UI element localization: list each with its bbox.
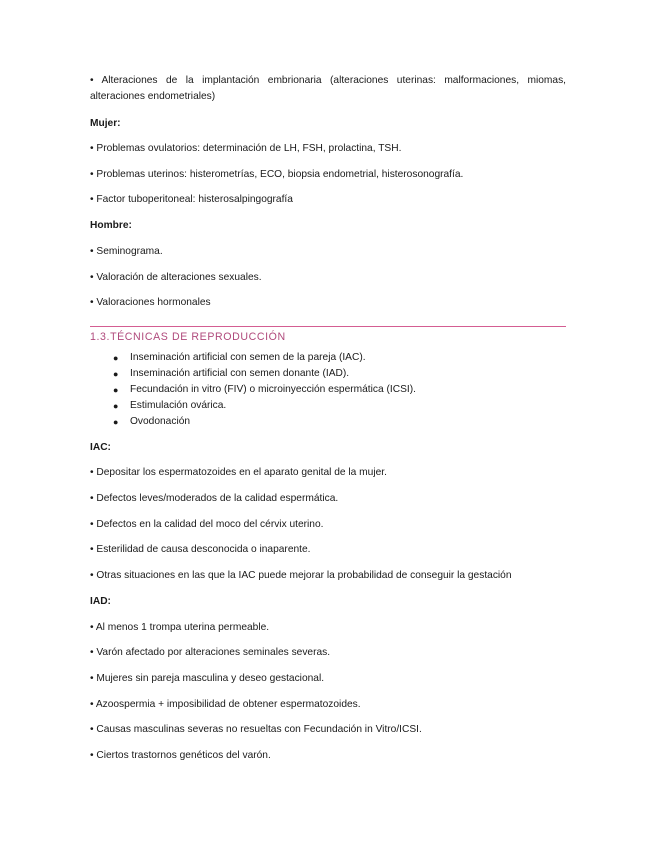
iac-item-4: • Esterilidad de causa desconocida o inaparente.: [90, 544, 311, 555]
bullet-icon: ●: [113, 353, 119, 363]
list-item: ● Ovodonación: [113, 414, 563, 430]
hombre-item-2: • Valoración de alteraciones sexuales.: [90, 272, 262, 283]
iad-item-3: • Mujeres sin pareja masculina y deseo gestacional.: [90, 673, 325, 684]
iad-item-4: • Azoospermia + imposibilidad de obtener espermatozoides.: [90, 699, 361, 710]
mujer-item-2: • Problemas uterinos: histerometrías, ECO, biopsia endometrial, histerosonografía.: [90, 169, 464, 180]
paragraph-implantacion: • Alteraciones de la implantación embrionaria (alteraciones uterinas: malformaciones, miomas, alteraciones endometriales): [90, 75, 566, 102]
heading-mujer: Mujer:: [90, 118, 121, 129]
bullet-icon: ●: [113, 401, 119, 411]
mujer-item-1: • Problemas ovulatorios: determinación de LH, FSH, prolactina, TSH.: [90, 143, 402, 154]
iad-item-1: • Al menos 1 trompa uterina permeable.: [90, 622, 270, 633]
tecnicas-list: [113, 350, 563, 430]
mujer-item-3: • Factor tuboperitoneal: histerosalpingografía: [90, 194, 293, 205]
list-item: ● Inseminación artificial con semen de la pareja (IAC).: [113, 350, 563, 366]
iad-item-5: • Causas masculinas severas no resueltas con Fecundación in Vitro/ICSI.: [90, 724, 422, 735]
section-divider: [90, 326, 566, 327]
iac-item-5: • Otras situaciones en las que la IAC puede mejorar la probabilidad de conseguir la gestación: [90, 570, 512, 581]
list-item: ● Estimulación ovárica.: [113, 398, 563, 414]
heading-iad: IAD:: [90, 596, 111, 607]
heading-iac: IAC:: [90, 442, 111, 453]
bullet-icon: ●: [113, 369, 119, 379]
bullet-icon: ●: [113, 385, 119, 395]
iac-item-2: • Defectos leves/moderados de la calidad espermática.: [90, 493, 339, 504]
list-item: ● Inseminación artificial con semen donante (IAD).: [113, 366, 563, 382]
list-item: ● Fecundación in vitro (FIV) o microinyección espermática (ICSI).: [113, 382, 563, 398]
iac-item-1: • Depositar los espermatozoides en el aparato genital de la mujer.: [90, 467, 387, 478]
heading-hombre: Hombre:: [90, 220, 132, 231]
iad-item-2: • Varón afectado por alteraciones seminales severas.: [90, 647, 331, 658]
bullet-icon: ●: [113, 417, 119, 427]
section-heading-tecnicas: 1.3.TÉCNICAS DE REPRODUCCIÓN: [90, 331, 286, 343]
iad-item-6: • Ciertos trastornos genéticos del varón.: [90, 750, 271, 761]
hombre-item-1: • Seminograma.: [90, 246, 163, 257]
hombre-item-3: • Valoraciones hormonales: [90, 297, 211, 308]
iac-item-3: • Defectos en la calidad del moco del cérvix uterino.: [90, 519, 324, 530]
